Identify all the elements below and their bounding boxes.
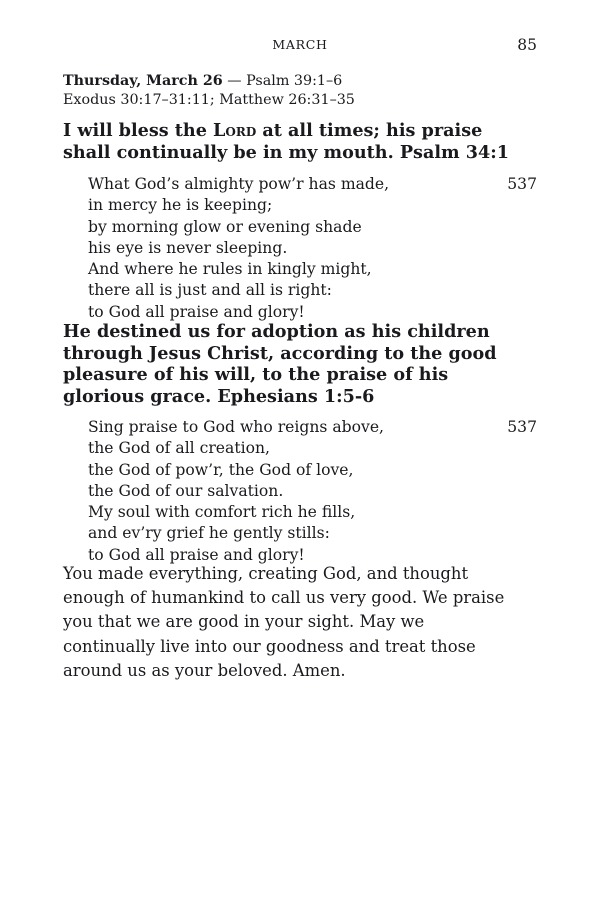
scripture-1-text-after: at all times; his praise shall continually be in my mouth. Psalm 34:1 xyxy=(63,120,510,163)
reading-date-line xyxy=(63,72,537,91)
hymn-line: My soul with comfort rich he fills, xyxy=(88,503,356,522)
hymn-line: in mercy he is keeping; xyxy=(88,196,273,215)
reading-dash: — xyxy=(222,73,247,89)
hymn-number: 537 xyxy=(507,418,537,436)
scripture-1-text-before: I will bless the xyxy=(63,120,214,141)
reading-other-line: Exodus 30:17–31:11; Matthew 26:31–35 xyxy=(63,92,355,108)
scripture-2-text: He destined us for adoption as his children through Jesus Christ, according to the good pleasure of his will, to the praise of his glorious grace. Ephesians 1:5-6 xyxy=(63,321,497,407)
hymn-line: the God of our salvation. xyxy=(88,481,284,500)
hymn-line: And where he rules in kingly might, xyxy=(88,260,372,279)
scripture-passage-2 xyxy=(63,321,525,407)
page-number: 85 xyxy=(517,36,537,54)
hymn-line: his eye is never sleeping. xyxy=(88,238,288,257)
hymn-line: and ev’ry grief he gently stills: xyxy=(88,524,330,543)
hymn-line: the God of pow’r, the God of love, xyxy=(88,460,354,479)
reading-date: Thursday, March 26 xyxy=(63,73,223,89)
hymn-line: there all is just and all is right: xyxy=(88,281,332,300)
hymn-line: the God of all creation, xyxy=(88,439,270,458)
hymn-line-text: Sing praise to God who reigns above, xyxy=(88,418,385,436)
scripture-passage-1 xyxy=(63,120,525,163)
hymn-number: 537 xyxy=(507,175,537,193)
hymn-line-text: What God’s almighty pow’r has made, xyxy=(88,175,390,193)
reading-psalm: Psalm 39:1–6 xyxy=(246,73,343,89)
hymn-line: to God all praise and glory! xyxy=(88,545,305,564)
hymn-stanza-1 xyxy=(88,174,537,323)
hymn-line xyxy=(88,174,537,195)
reading-block xyxy=(63,72,537,110)
running-header xyxy=(63,36,537,56)
divine-name-smallcaps: Lord xyxy=(213,120,257,141)
hymn-line: to God all praise and glory! xyxy=(88,302,305,321)
hymn-stanza-2 xyxy=(88,417,537,566)
closing-prayer: You made everything, creating God, and thought enough of humankind to call us very good. We praise you that we are good in your sight. May we continually live into our goodness and treat those around us as your beloved. Amen. xyxy=(63,564,505,680)
header-month-label: MARCH xyxy=(272,37,328,52)
hymn-line: by morning glow or evening shade xyxy=(88,217,362,236)
hymn-line xyxy=(88,417,537,438)
